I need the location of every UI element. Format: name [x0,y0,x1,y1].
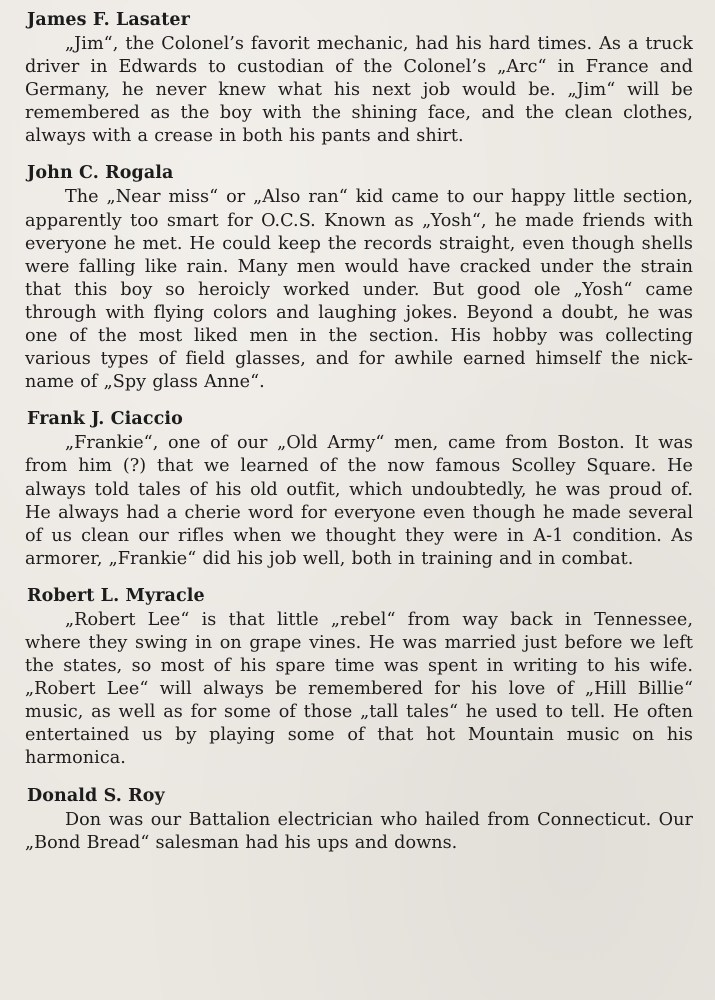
bio-entry-ciaccio [25,407,693,571]
bio-entry-roy [25,784,693,855]
entry-bio: The „Near miss“ or „Also ran“ kid came to our happy little section, apparently too smart for O.C.S. Known as „Yosh“, he made friends with everyone he met. He could keep the records straight, even though shells were falling like rain. Many men would have cracked under the strain that this boy so heroicly worked under. But good ole „Yosh“ came through with flying colors and laughing jokes. Beyond a doubt, he was one of the most liked men in the section. His hobby was collecting various types of field glasses, and for awhile earned himself the nick-name of „Spy glass Anne“. [25,187,693,393]
entry-name: John C. Rogala [27,163,174,184]
entry-name: Donald S. Roy [27,785,165,806]
entry-name: Robert L. Myracle [27,585,205,606]
entry-name: James F. Lasater [27,10,190,30]
entry-bio: „Jim“, the Colonel’s favorit mechanic, had his hard times. As a truck driver in Edwards to custodian of the Colonel’s „Arc“ in France and Germany, he never knew what his next job would be. „Jim“ will be remembered as the boy with the shining face, and the clean clothes, always with a crease in both his pants and shirt. [25,34,693,147]
entry-name: Frank J. Ciaccio [27,409,183,430]
entry-bio: Don was our Battalion electrician who hailed from Connecticut. Our „Bond Bread“ salesman had his ups and downs. [25,809,693,853]
bio-entry-myracle [25,584,693,771]
entry-bio: „Robert Lee“ is that little „rebel“ from way back in Tennessee, where they swing in on grape vines. He was married just before we left the states, so most of his spare time was spent in writing to his wife. „Robert Lee“ will always be remembered for his love of „Hill Billie“ music, as well as for some of those „tall tales“ he used to tell. He often entertained us by playing some of that hot Mountain music on his harmonica. [25,609,693,769]
entry-bio: „Frankie“, one of our „Old Army“ men, came from Boston. It was from him (?) that we learned of the now famous Scolley Square. He always told tales of his old outfit, which undoubtedly, he was proud of. He always had a cherie word for everyone even though he made several of us clean our rifles when we thought they were in A-1 condition. As armorer, „Frankie“ did his job well, both in training and in combat. [25,433,693,569]
bio-entry-rogala [25,161,693,394]
bio-entry-lasater [25,8,693,148]
